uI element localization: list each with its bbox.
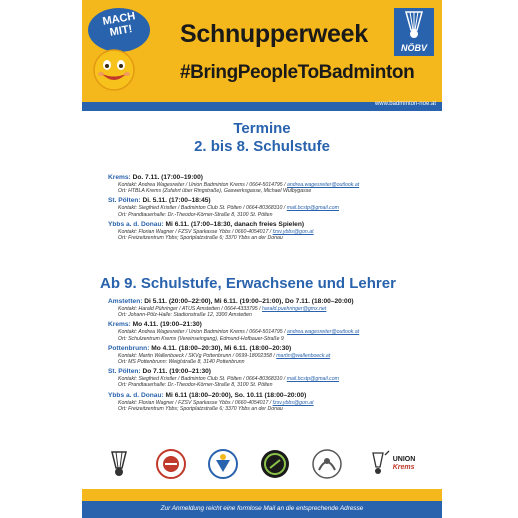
entry-email-link[interactable]: harald.puehringer@gmx.net	[261, 306, 327, 312]
entry-location: Ort: Prandtauerhalle: Dr.-Theodor-Körner-Straße 8, 3100 St. Pölten	[118, 382, 273, 389]
entry-email-link[interactable]: andrea.wagesreiter@outlook.at	[286, 329, 360, 336]
schedule-entry	[108, 392, 428, 412]
club-logos	[102, 444, 422, 484]
smiley-face-icon	[92, 48, 136, 92]
entry-contact: Kontakt: Andrea Wagesreiter / Union Badminton Krems / 0664-5014795 /	[118, 329, 287, 336]
entry-email-link[interactable]: mail.bcstp@gmail.com	[286, 205, 339, 212]
entry-place: St. Pölten:	[108, 368, 141, 376]
entry-location: Ort: Schulzentrum Krems (Vereinseingang), Edmund-Hofbauer-Straße 9	[118, 335, 284, 342]
section-subtitle-grades: 2. bis 8. Schulstufe	[194, 138, 330, 155]
fzsv-ybbs-logo	[310, 447, 344, 481]
footer-text: Zur Anmeldung reicht eine formlose Mail an die entsprechende Adresse	[160, 505, 364, 512]
entry-time: Di. 5.11. (17:00–18:45)	[142, 197, 211, 205]
entry-contact: Kontakt: Martin Wallenboeck / SKVg Pottenbrunn / 0699-18002358 /	[118, 352, 277, 359]
entry-contact: Kontakt: Harald Pühringer / ATUS Amstetten / 0664-4333795 /	[118, 306, 262, 312]
entry-place: St. Pölten:	[108, 197, 141, 205]
schedule-entry	[108, 221, 428, 241]
entry-place: Krems:	[108, 321, 131, 329]
entry-email-link[interactable]: andrea.wagesreiter@outlook.at	[286, 182, 360, 188]
footer-yellow-band	[82, 489, 442, 501]
schedule-list-adults	[108, 298, 428, 415]
union-krems-logo	[362, 447, 422, 481]
atus-amstetten-logo	[154, 447, 188, 481]
poster-title: Schnupperweek	[180, 20, 368, 48]
entry-location: Ort: Freizeitzentrum Ybbs; Sportplatzstraße 6; 3370 Ybbs an der Donau	[118, 405, 283, 412]
skvg-pottenbrunn-logo	[206, 447, 240, 481]
union-city: Krems	[392, 464, 415, 471]
entry-time: Mo 4.11. (18:00–20:30), Mi 6.11. (18:00–20:30)	[151, 344, 292, 352]
schedule-list-junior	[108, 174, 428, 244]
entry-time: Do 7.11. (19:00–21:30)	[142, 368, 211, 376]
entry-place: Pottenbrunn:	[108, 344, 150, 352]
shuttlecock-club-logo	[102, 447, 136, 481]
entry-email-link[interactable]: martin@wallenboeck.at	[276, 352, 331, 359]
entry-email-link[interactable]: fzsv.ybbs@gon.at	[272, 228, 314, 235]
union-text: UNION	[392, 456, 416, 463]
entry-contact: Kontakt: Florian Wagner / FZSV Sparkasse Ybbs / 0660-4054017 /	[118, 228, 273, 235]
entry-time: Mo 4.11. (19:00–21:30)	[132, 321, 202, 329]
entry-contact: Kontakt: Florian Wagner / FZSV Sparkasse Ybbs / 0660-4054017 /	[118, 399, 273, 406]
entry-time: Di 5.11. (20:00–22:00), Mi 6.11. (19:00–21:00), Do 7.11. (18:00–20:00)	[144, 298, 354, 305]
entry-location: Ort: Johann-Pölz-Halle: Stadionstraße 12, 3300 Amstetten	[118, 312, 252, 319]
schedule-entry	[108, 321, 428, 341]
entry-contact: Kontakt: Andrea Wagesreiter / Union Badminton Krems / 0664-5014795 /	[118, 182, 287, 188]
bc-st-poelten-logo	[258, 447, 292, 481]
entry-place: Ybbs a. d. Donau:	[108, 391, 164, 399]
nobv-logo	[394, 8, 434, 56]
schedule-entry	[108, 197, 428, 217]
header-banner	[82, 0, 442, 102]
schedule-entry	[108, 345, 428, 365]
website-url[interactable]: www.badminton-noe.at	[374, 101, 436, 107]
entry-place: Amstetten:	[108, 298, 143, 305]
section-title-termine: Termine	[233, 120, 291, 137]
entry-time: Mi 6.11. (17:00–18:30, danach freies Spielen)	[165, 220, 305, 228]
schedule-entry	[108, 368, 428, 388]
poster	[82, 0, 442, 518]
entry-place: Krems:	[108, 174, 131, 181]
entry-location: Ort: MS Pottenbrunn: Weiglstraße 8, 3140 Pottenbrunn	[118, 359, 245, 366]
entry-email-link[interactable]: fzsv.ybbs@gon.at	[272, 399, 314, 406]
entry-time: Do. 7.11. (17:00–19:00)	[132, 174, 203, 181]
bubble-text: MACH MIT!	[101, 10, 137, 39]
entry-contact: Kontakt: Siegfried Kristler / Badminton Club St. Pölten / 0664-80368310 /	[118, 376, 287, 383]
entry-place: Ybbs a. d. Donau:	[108, 220, 164, 228]
schedule-entry	[108, 174, 428, 194]
schedule-entry	[108, 298, 428, 318]
entry-email-link[interactable]: mail.bcstp@gmail.com	[286, 376, 339, 383]
entry-contact: Kontakt: Siegfried Kristler / Badminton Club St. Pölten / 0664-80368310 /	[118, 205, 287, 212]
shuttlecock-icon	[394, 8, 434, 42]
entry-location: Ort: Freizeitzentrum Ybbs; Sportplatzstraße 6; 3370 Ybbs an der Donau	[118, 235, 283, 242]
hashtag: #BringPeopleToBadminton	[180, 62, 415, 83]
logo-text: NÖBV	[400, 43, 427, 53]
entry-location: Ort: HTBLA Krems (Zufahrt über Ringstraße), Gaswerksgasse, Michael Wulbygasse	[118, 188, 312, 195]
entry-location: Ort: Prandtauerhalle: Dr.-Theodor-Körner-Straße 8, 3100 St. Pölten	[118, 211, 273, 218]
section-title-adults: Ab 9. Schulstufe, Erwachsene und Lehrer	[100, 275, 396, 292]
entry-time: Mi 6.11 (18:00–20:00), So. 10.11 (18:00–20:00)	[165, 391, 307, 399]
